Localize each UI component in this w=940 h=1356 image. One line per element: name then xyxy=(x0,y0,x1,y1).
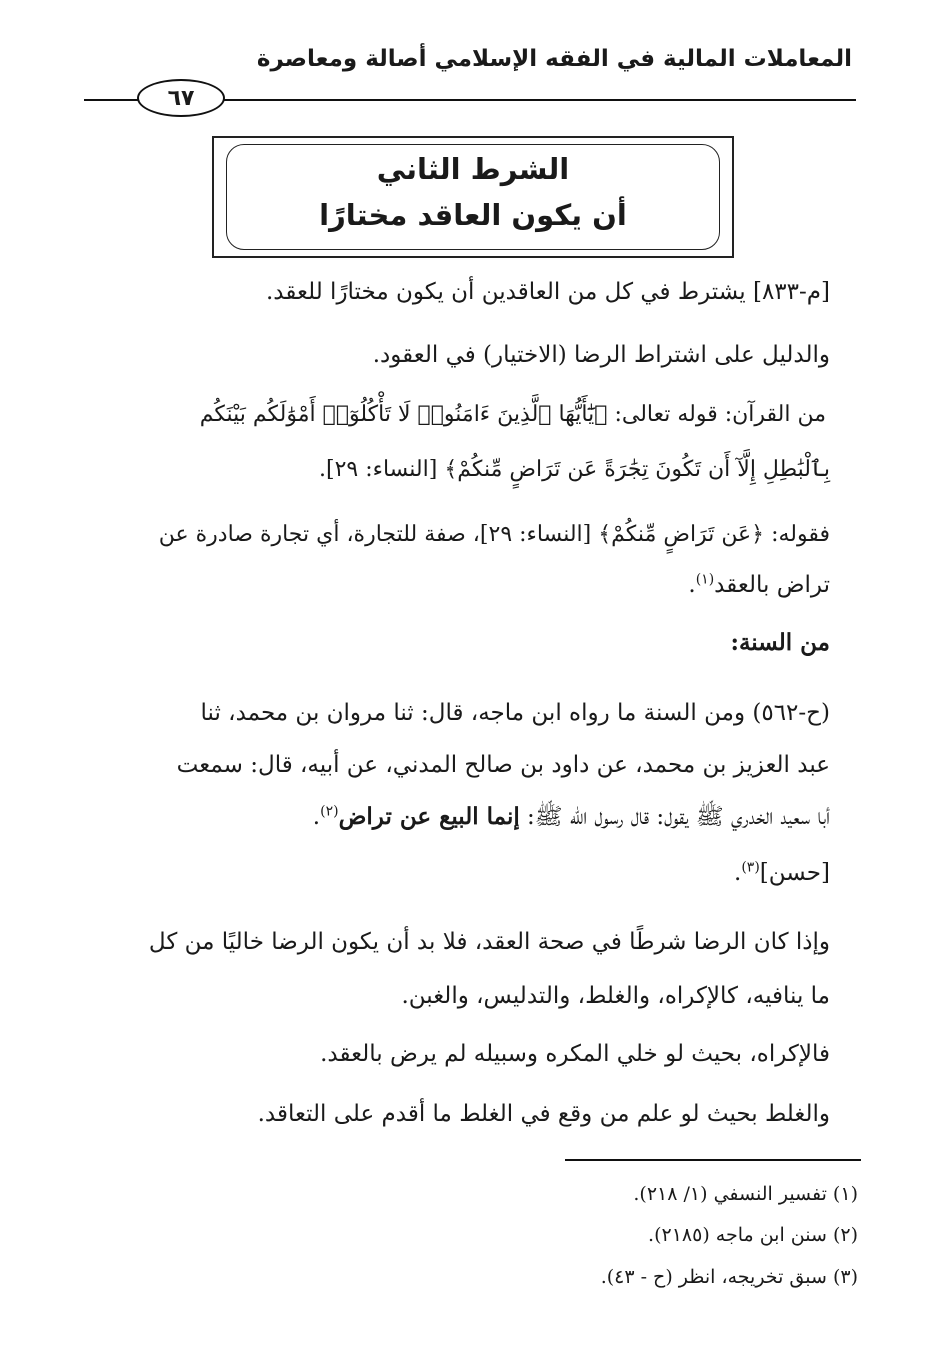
quran-evidence-line-1: من القرآن: قوله تعالى: ﴿يَٰٓأَيُّهَا ٱلَّذِينَ ءَامَنُوا۟ لَا تَأْكُلُوٓا۟ أَمْوَٰلَكُم بَيْنَكُم xyxy=(199,402,826,427)
hadith-line-1: (ح-٥٦٢) ومن السنة ما رواه ابن ماجه، قال: ثنا مروان بن محمد، ثنا xyxy=(200,700,830,726)
explanation-end: . xyxy=(688,572,696,598)
section-title-line-1: الشرط الثاني xyxy=(376,152,570,186)
footnote-ref-2: (٢) xyxy=(320,803,339,820)
footnote-ref-1: (١) xyxy=(695,571,715,588)
hadith-grade xyxy=(80,857,830,889)
section-title-line-2: أن يكون العاقد مختارًا xyxy=(319,198,627,232)
footnote-ref-3: (٣) xyxy=(741,859,760,876)
section-title-box xyxy=(212,136,734,258)
hadith-line-2: عبد العزيز بن محمد، عن داود بن صالح المدني، عن أبيه، قال: سمعت xyxy=(176,752,830,778)
hadith-end: . xyxy=(312,804,321,830)
hadith-line-3 xyxy=(80,801,830,833)
hadith-narration: أبا سعيد الخدري ﷺ يقول: قال رسول الله ﷺ: xyxy=(519,804,830,830)
explanation-line-2 xyxy=(80,569,830,601)
footnote-1: (١) تفسير النسفي (١/ ٢١٨). xyxy=(633,1183,858,1205)
quran-evidence-line-2: بِٱلْبَٰطِلِ إِلَّآ أَن تَكُونَ تِجَٰرَةً عَن تَرَاضٍ مِّنكُمْ﴾ [النساء: ٢٩]. xyxy=(318,457,830,482)
grade-text: [حسن] xyxy=(759,860,830,886)
paragraph-coercion: فالإكراه، بحيث لو خلي المكره وسبيله لم يرض بالعقد. xyxy=(320,1041,830,1067)
paragraph-consent-line-1: وإذا كان الرضا شرطًا في صحة العقد، فلا بد أن يكون الرضا خاليًا من كل xyxy=(148,929,830,955)
paragraph-condition: [م-٨٣٣] يشترط في كل من العاقدين أن يكون مختارًا للعقد. xyxy=(266,279,830,305)
grade-end: . xyxy=(734,860,742,886)
running-head-title: المعاملات المالية في الفقه الإسلامي أصالة ومعاصرة xyxy=(256,46,852,72)
sunnah-heading: من السنة: xyxy=(730,629,830,656)
footnote-rule xyxy=(565,1159,861,1161)
footnote-3: (٣) سبق تخريجه، انظر (ح - ٤٣). xyxy=(600,1266,858,1288)
page-number: ٦٧ xyxy=(137,79,225,117)
paragraph-mistake: والغلط بحيث لو علم من وقع في الغلط ما أقدم على التعاقد. xyxy=(257,1101,830,1127)
paragraph-evidence: والدليل على اشتراط الرضا (الاختيار) في العقود. xyxy=(372,342,830,368)
footnote-2: (٢) سنن ابن ماجه (٢١٨٥). xyxy=(648,1224,858,1246)
paragraph-consent-line-2: ما ينافيه، كالإكراه، والغلط، والتدليس، والغبن. xyxy=(401,983,830,1009)
explanation-line-1: فقوله: ﴿عَن تَرَاضٍ مِّنكُمْ﴾ [النساء: ٢٩]، صفة للتجارة، أي تجارة صادرة عن xyxy=(158,522,830,547)
explanation-text: تراض بالعقد xyxy=(714,572,830,598)
hadith-text: إنما البيع عن تراض xyxy=(338,803,520,830)
